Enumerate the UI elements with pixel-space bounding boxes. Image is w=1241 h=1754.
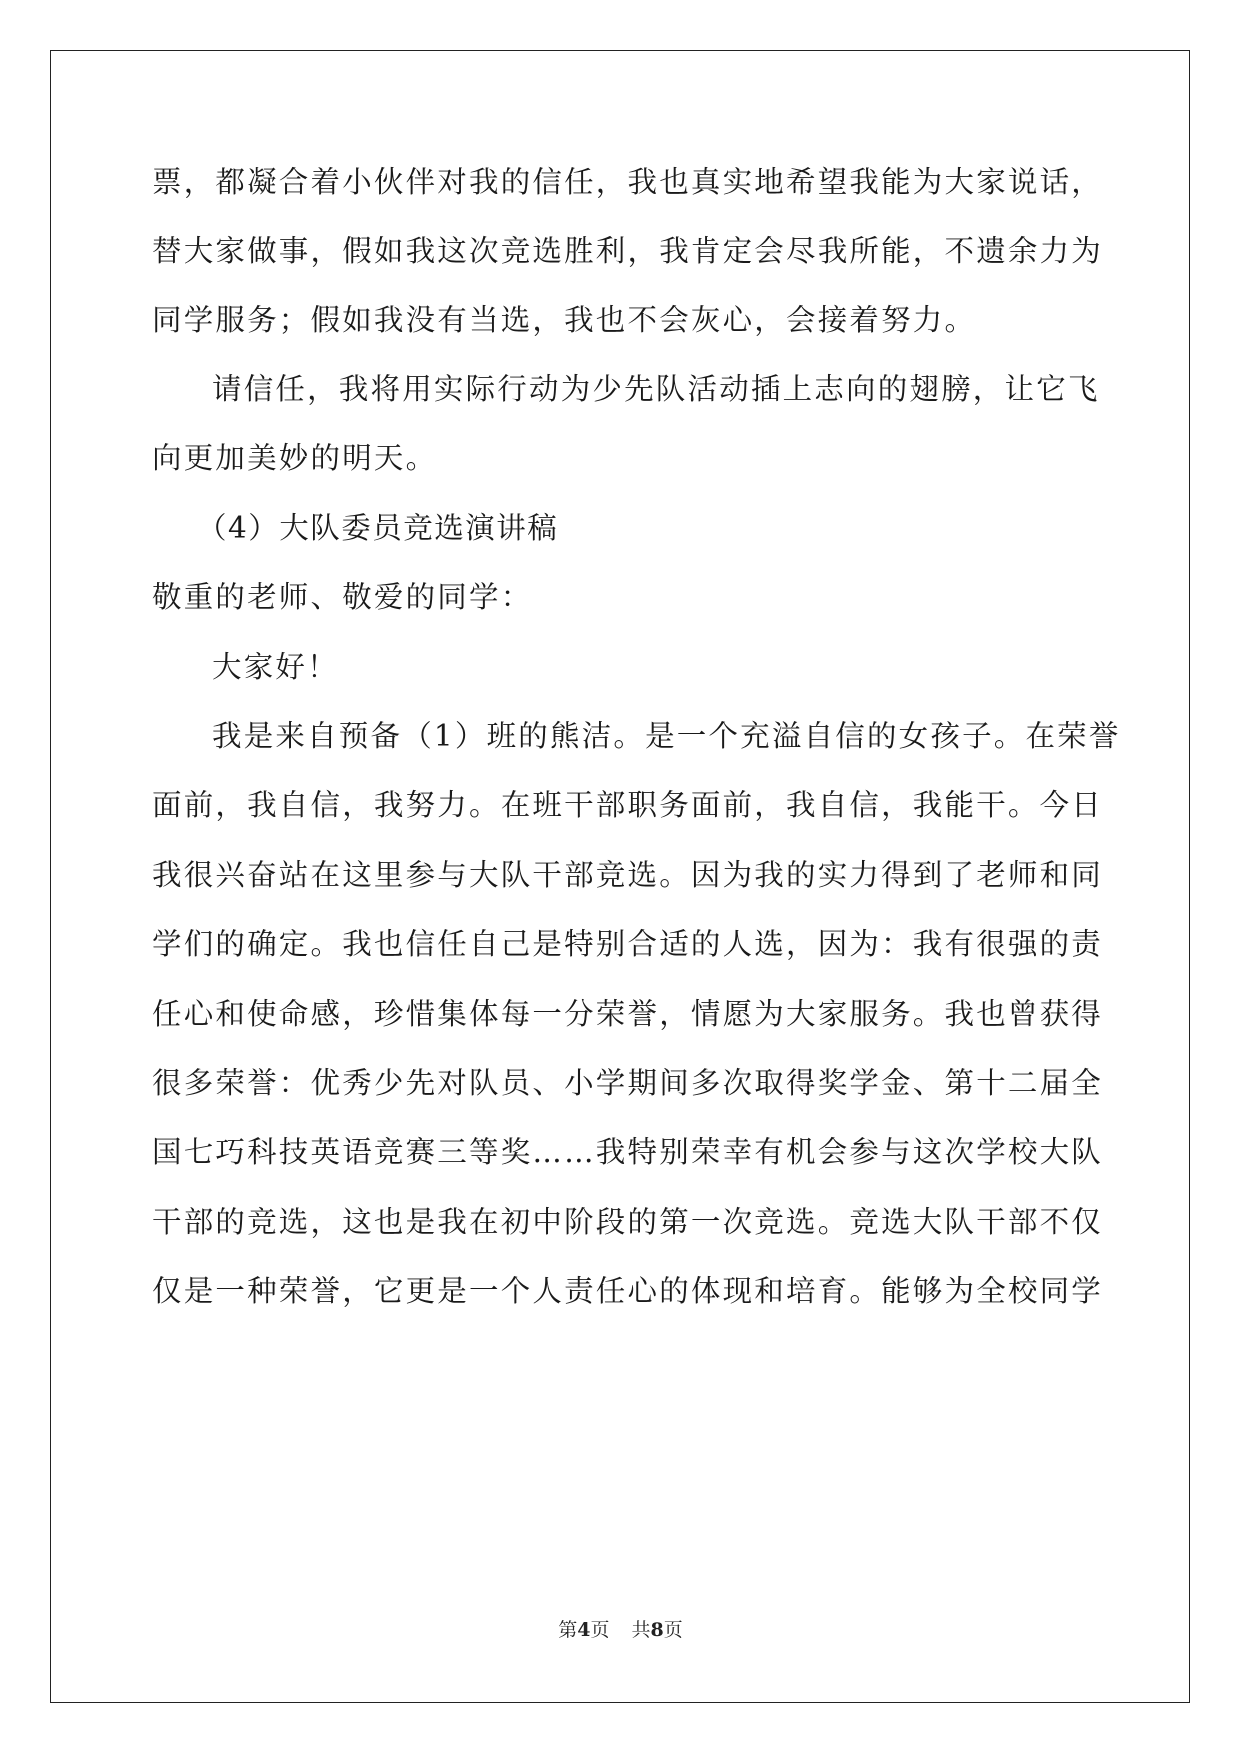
salutation: 敬重的老师、敬爱的同学： (152, 580, 533, 614)
body-line: 向更加美妙的明天。 (152, 441, 438, 475)
total-label-suffix: 页 (663, 1619, 683, 1641)
total-label-prefix: 共 (631, 1619, 651, 1641)
body-line: 学们的确定。我也信任自己是特别合适的人选，因为：我有很强的责 (152, 927, 1104, 961)
body-line: 面前，我自信，我努力。在班干部职务面前，我自信，我能干。今日 (152, 788, 1104, 822)
body-line: 国七巧科技英语竞赛三等奖……我特别荣幸有机会参与这次学校大队 (152, 1135, 1104, 1169)
section-title: （4）大队委员竞选演讲稿 (197, 511, 559, 545)
body-line: 同学服务；假如我没有当选，我也不会灰心，会接着努力。 (152, 303, 977, 337)
body-line: 我很兴奋站在这里参与大队干部竞选。因为我的实力得到了老师和同 (152, 858, 1104, 892)
body-line: 票，都凝合着小伙伴对我的信任，我也真实地希望我能为大家说话， (152, 165, 1104, 199)
body-line: 请信任，我将用实际行动为少先队活动插上志向的翅膀，让它飞 (212, 372, 1100, 406)
page-label-prefix: 第 (558, 1619, 578, 1641)
body-line: 替大家做事，假如我这次竞选胜利，我肯定会尽我所能，不遗余力为 (152, 234, 1104, 268)
total-pages: 8 (650, 1619, 664, 1641)
body-line: 仅是一种荣誉，它更是一个人责任心的体现和培育。能够为全校同学 (152, 1274, 1104, 1308)
page-footer (0, 1618, 1241, 1642)
greeting: 大家好！ (212, 650, 339, 684)
page-number: 4 (577, 1619, 591, 1641)
body-line: 任心和使命感，珍惜集体每一分荣誉，情愿为大家服务。我也曾获得 (152, 997, 1104, 1031)
page-label-suffix: 页 (590, 1619, 610, 1641)
body-line: 很多荣誉：优秀少先对队员、小学期间多次取得奖学金、第十二届全 (152, 1066, 1104, 1100)
body-line: 我是来自预备（1）班的熊洁。是一个充溢自信的女孩子。在荣誉 (212, 719, 1121, 753)
body-line: 干部的竞选，这也是我在初中阶段的第一次竞选。竞选大队干部不仅 (152, 1205, 1104, 1239)
